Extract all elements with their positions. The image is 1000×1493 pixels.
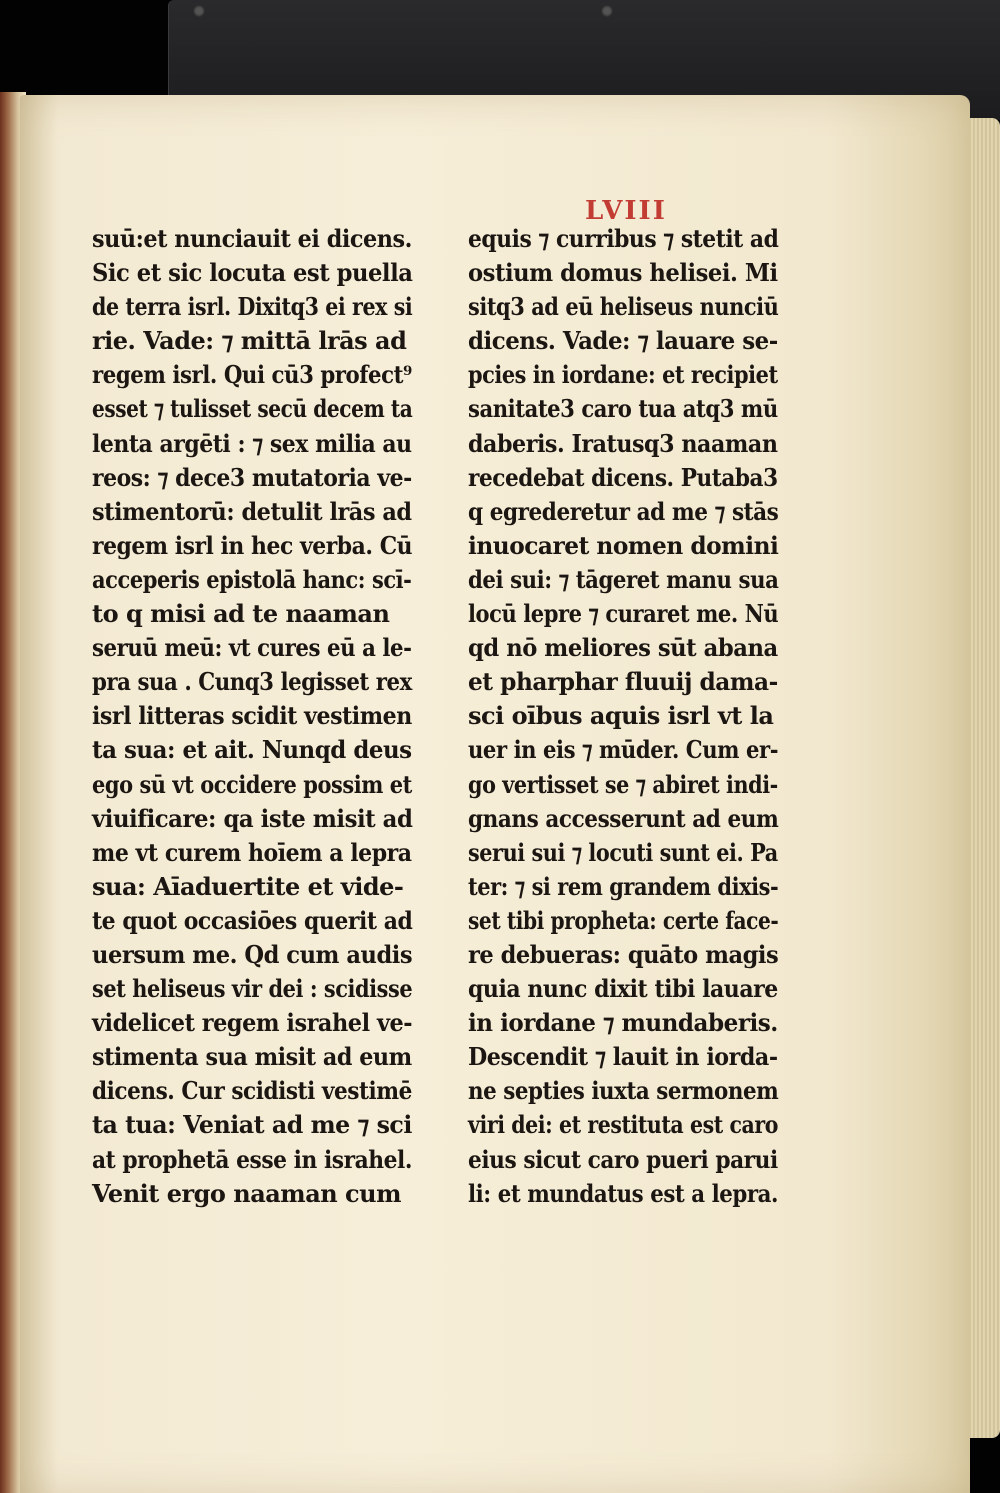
text-line: seruū meū: vt cures eū a le-	[92, 633, 412, 663]
text-line: ta tua: Veniat ad me ⁊ sci	[92, 1110, 412, 1140]
text-line: ne septies iuxta sermonem	[468, 1076, 779, 1106]
text-line: li: et mundatus est a lepra.	[468, 1178, 778, 1208]
text-line: sanitate3 caro tua atq3 mū	[468, 394, 778, 424]
text-line: pra sua . Cunq3 legisset rex	[92, 667, 412, 697]
text-line: gnans accesserunt ad eum	[468, 803, 779, 833]
text-line: ego sū vt occidere possim et	[92, 769, 412, 799]
text-line: serui sui ⁊ locuti sunt ei. Pa	[468, 837, 778, 867]
text-line: daberis. Iratusq3 naaman	[468, 428, 778, 458]
text-line: quia nunc dixit tibi lauare	[468, 974, 778, 1004]
text-line: dicens. Cur scidisti vestimē	[92, 1076, 412, 1106]
text-line: Sic et sic locuta est puella	[92, 258, 413, 288]
text-line: me vt curem hoīem a lepra	[92, 837, 412, 867]
text-line: q egrederetur ad me ⁊ stās	[468, 496, 779, 526]
text-line: regem isrl. Qui cū3 profect⁹	[92, 360, 412, 390]
text-line: reos: ⁊ dece3 mutatoria ve-	[92, 462, 412, 492]
text-line: suū:et nunciauit ei dicens.	[92, 224, 412, 253]
text-line: to q misi ad te naaman	[92, 599, 390, 629]
screw-icon	[601, 5, 613, 17]
text-column-left	[92, 222, 412, 1211]
text-line: ta sua: et ait. Nunqd deus	[92, 735, 412, 765]
text-line: acceperis epistolā hanc: scī-	[92, 564, 412, 594]
text-line: viri dei: et restituta est caro	[468, 1110, 778, 1140]
text-line: equis ⁊ curribus ⁊ stetit ad	[468, 224, 779, 253]
text-line: dicens. Vade: ⁊ lauare se-	[468, 326, 778, 356]
text-line: in iordane ⁊ mundaberis.	[468, 1008, 778, 1038]
text-line: inuocaret nomen domini	[468, 530, 779, 560]
text-line: lenta argēti : ⁊ sex milia au	[92, 428, 412, 458]
text-line: esset ⁊ tulisset secū decem ta	[92, 394, 413, 424]
text-line: Venit ergo naaman cum	[92, 1178, 402, 1208]
text-line: sua: Aīaduertite et vide-	[92, 871, 404, 901]
folio-number: LVIII	[585, 196, 667, 226]
text-line: Descendit ⁊ lauit in iorda-	[468, 1042, 778, 1072]
text-line: pcies in iordane: et recipiet	[468, 360, 778, 390]
text-line: te quot occasiōes querit ad	[92, 905, 413, 935]
text-line: sitq3 ad eū heliseus nunciū	[468, 292, 779, 322]
text-line: recedebat dicens. Putaba3	[468, 462, 778, 492]
text-line: stimentorū: detulit lrās ad	[92, 496, 412, 526]
text-line: re debueras: quāto magis	[468, 939, 779, 969]
text-line: qd nō meliores sūt abana	[468, 633, 778, 663]
text-line: stimenta sua misit ad eum	[92, 1042, 412, 1072]
text-line: videlicet regem israhel ve-	[92, 1008, 413, 1038]
text-line: locū lepre ⁊ curaret me. Nū	[468, 599, 779, 629]
text-line: viuificare: qa iste misit ad	[92, 803, 413, 833]
text-column-right	[468, 222, 778, 1211]
text-line: sci oībus aquis isrl vt la	[468, 701, 774, 731]
text-line: regem isrl in hec verba. Cū	[92, 530, 413, 560]
text-line: dei sui: ⁊ tāgeret manu sua	[468, 564, 779, 594]
text-line: uer in eis ⁊ mūder. Cum er-	[468, 735, 779, 765]
text-line: set heliseus vir dei : scidisse	[92, 974, 413, 1004]
text-line: at prophetā esse in israhel.	[92, 1144, 412, 1174]
text-line: rie. Vade: ⁊ mittā lrās ad	[92, 326, 407, 356]
text-line: ostium domus helisei. Mi	[468, 258, 778, 288]
text-line: eius sicut caro pueri parui	[468, 1144, 778, 1174]
text-line: isrl litteras scidit vestimen	[92, 701, 412, 731]
text-line: uersum me. Qd cum audis	[92, 939, 413, 969]
text-line: set tibi propheta: certe face-	[468, 905, 779, 935]
text-line: ter: ⁊ si rem grandem dixis-	[468, 871, 779, 901]
text-line: et pharphar fluuij dama-	[468, 667, 778, 697]
text-line: go vertisset se ⁊ abiret indi-	[468, 769, 778, 799]
text-line: de terra isrl. Dixitq3 ei rex si	[92, 292, 413, 322]
screw-icon	[193, 5, 205, 17]
